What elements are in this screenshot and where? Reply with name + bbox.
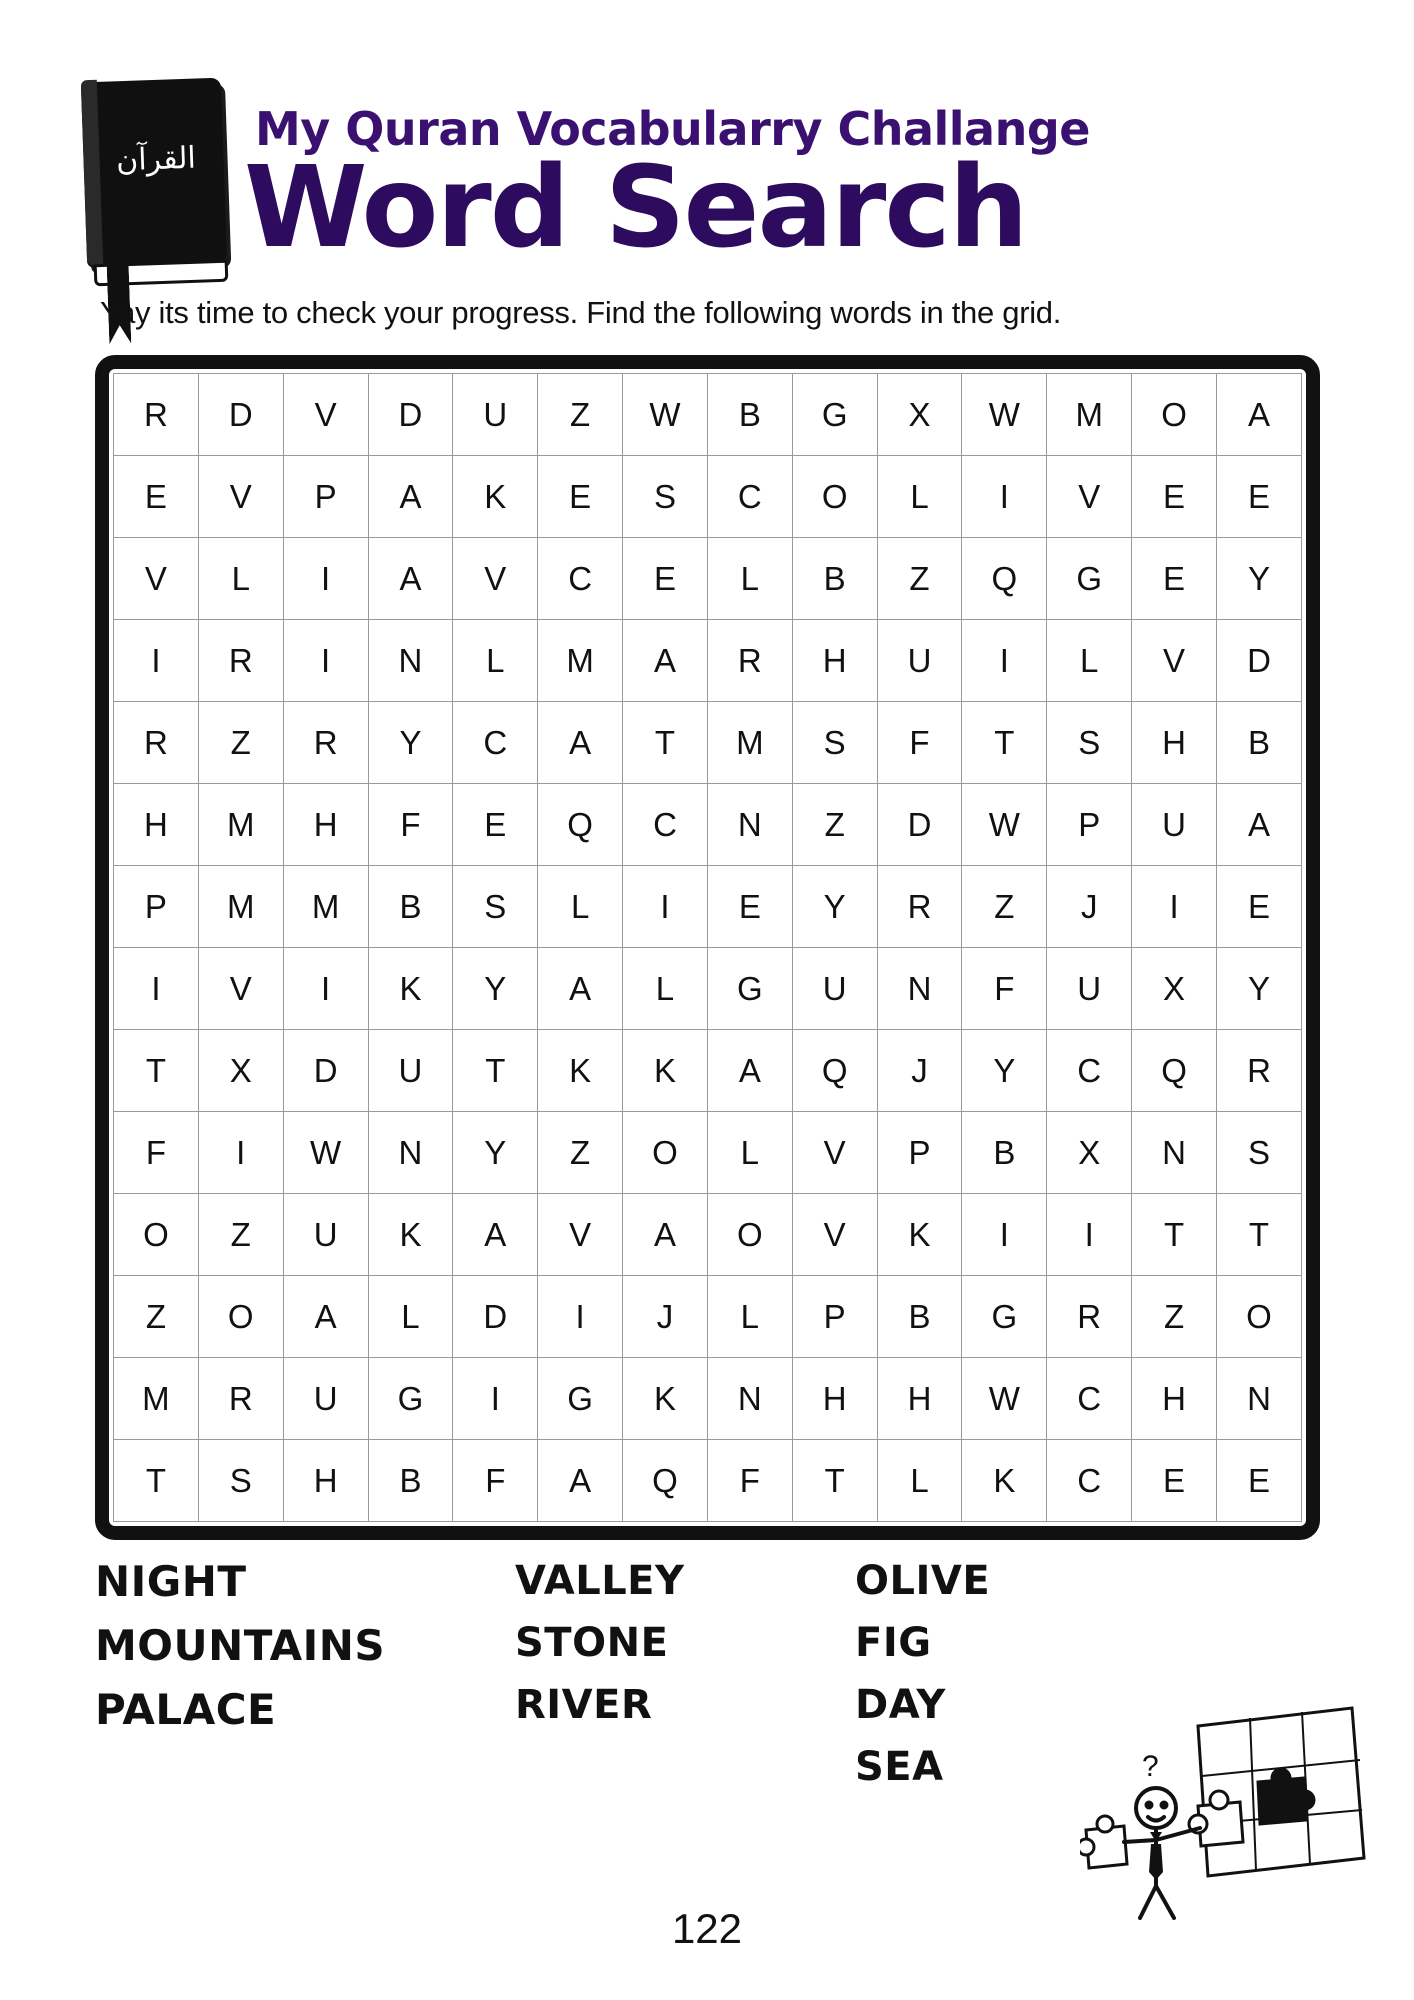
grid-cell[interactable]: I: [114, 948, 199, 1030]
grid-cell[interactable]: S: [792, 702, 877, 784]
grid-cell[interactable]: V: [283, 374, 368, 456]
grid-cell[interactable]: T: [623, 702, 708, 784]
grid-cell[interactable]: Y: [453, 1112, 538, 1194]
grid-cell[interactable]: M: [1047, 374, 1132, 456]
grid-cell[interactable]: B: [368, 1440, 453, 1522]
grid-cell[interactable]: E: [1132, 456, 1217, 538]
grid-cell[interactable]: H: [877, 1358, 962, 1440]
grid-cell[interactable]: N: [707, 784, 792, 866]
grid-cell[interactable]: L: [877, 456, 962, 538]
grid-cell[interactable]: Y: [368, 702, 453, 784]
grid-cell[interactable]: O: [114, 1194, 199, 1276]
grid-cell[interactable]: V: [453, 538, 538, 620]
grid-cell[interactable]: T: [792, 1440, 877, 1522]
grid-cell[interactable]: N: [707, 1358, 792, 1440]
grid-cell[interactable]: M: [198, 866, 283, 948]
grid-cell[interactable]: K: [368, 948, 453, 1030]
grid-cell[interactable]: B: [368, 866, 453, 948]
grid-cell[interactable]: Q: [538, 784, 623, 866]
grid-cell[interactable]: V: [792, 1112, 877, 1194]
grid-cell[interactable]: C: [1047, 1440, 1132, 1522]
page-title: Word Search: [244, 143, 1027, 273]
grid-cell[interactable]: R: [877, 866, 962, 948]
grid-cell[interactable]: A: [538, 702, 623, 784]
word-item[interactable]: STONE: [515, 1620, 669, 1666]
grid-row: [114, 1440, 1302, 1522]
grid-cell[interactable]: Y: [453, 948, 538, 1030]
grid-cell[interactable]: M: [538, 620, 623, 702]
grid-cell[interactable]: T: [1216, 1194, 1301, 1276]
word-item[interactable]: SEA: [855, 1744, 944, 1790]
stick-figure-puzzle-illustration: [1080, 1690, 1370, 1920]
grid-cell[interactable]: E: [453, 784, 538, 866]
grid-cell[interactable]: H: [1132, 1358, 1217, 1440]
grid-cell[interactable]: A: [1216, 374, 1301, 456]
grid-cell[interactable]: C: [707, 456, 792, 538]
word-list-column-1: [95, 1557, 515, 1788]
grid-cell[interactable]: Z: [877, 538, 962, 620]
grid-cell[interactable]: S: [1216, 1112, 1301, 1194]
grid-cell[interactable]: N: [368, 620, 453, 702]
grid-cell[interactable]: G: [962, 1276, 1047, 1358]
grid-cell[interactable]: V: [114, 538, 199, 620]
grid-cell[interactable]: X: [1047, 1112, 1132, 1194]
grid-cell[interactable]: K: [453, 456, 538, 538]
grid-cell[interactable]: H: [283, 1440, 368, 1522]
grid-cell[interactable]: O: [1132, 374, 1217, 456]
grid-cell[interactable]: A: [283, 1276, 368, 1358]
grid-cell[interactable]: U: [368, 1030, 453, 1112]
grid-cell[interactable]: S: [1047, 702, 1132, 784]
grid-cell[interactable]: W: [283, 1112, 368, 1194]
grid-cell[interactable]: R: [114, 374, 199, 456]
book-cover-label: القرآن: [115, 140, 197, 179]
grid-cell[interactable]: X: [198, 1030, 283, 1112]
grid-cell[interactable]: W: [962, 784, 1047, 866]
grid-cell[interactable]: K: [623, 1358, 708, 1440]
word-item[interactable]: FIG: [855, 1620, 932, 1666]
grid-cell[interactable]: G: [368, 1358, 453, 1440]
grid-cell[interactable]: I: [1047, 1194, 1132, 1276]
grid-cell[interactable]: H: [283, 784, 368, 866]
grid-cell[interactable]: I: [962, 1194, 1047, 1276]
grid-cell[interactable]: E: [1132, 1440, 1217, 1522]
grid-cell[interactable]: R: [114, 702, 199, 784]
grid-cell[interactable]: L: [1047, 620, 1132, 702]
grid-cell[interactable]: D: [198, 374, 283, 456]
grid-cell[interactable]: B: [877, 1276, 962, 1358]
grid-cell[interactable]: R: [1047, 1276, 1132, 1358]
grid-cell[interactable]: C: [453, 702, 538, 784]
grid-cell[interactable]: F: [707, 1440, 792, 1522]
grid-cell[interactable]: I: [962, 620, 1047, 702]
grid-cell[interactable]: V: [792, 1194, 877, 1276]
grid-cell[interactable]: L: [623, 948, 708, 1030]
page-number: 122: [671, 1905, 743, 1952]
grid-cell[interactable]: Q: [623, 1440, 708, 1522]
grid-cell[interactable]: V: [198, 456, 283, 538]
grid-cell[interactable]: M: [283, 866, 368, 948]
grid-cell[interactable]: I: [283, 538, 368, 620]
grid-cell[interactable]: A: [1216, 784, 1301, 866]
grid-row: [114, 1358, 1302, 1440]
grid-cell[interactable]: R: [283, 702, 368, 784]
grid-cell[interactable]: L: [707, 1112, 792, 1194]
letter-grid-table: [113, 373, 1302, 1522]
grid-cell[interactable]: J: [623, 1276, 708, 1358]
word-item[interactable]: NIGHT: [95, 1557, 247, 1606]
word-search-grid[interactable]: [95, 355, 1320, 1540]
quran-book-icon: [72, 70, 237, 310]
grid-cell[interactable]: U: [453, 374, 538, 456]
grid-cell[interactable]: L: [707, 1276, 792, 1358]
grid-cell[interactable]: D: [1216, 620, 1301, 702]
grid-cell[interactable]: O: [707, 1194, 792, 1276]
grid-cell[interactable]: Z: [1132, 1276, 1217, 1358]
grid-cell[interactable]: Y: [1216, 948, 1301, 1030]
grid-cell[interactable]: Y: [1216, 538, 1301, 620]
grid-cell[interactable]: X: [877, 374, 962, 456]
grid-cell[interactable]: I: [538, 1276, 623, 1358]
word-list: [95, 1557, 1095, 1790]
grid-cell[interactable]: S: [198, 1440, 283, 1522]
grid-cell[interactable]: L: [877, 1440, 962, 1522]
grid-cell[interactable]: O: [792, 456, 877, 538]
grid-cell[interactable]: P: [877, 1112, 962, 1194]
grid-cell[interactable]: N: [1216, 1358, 1301, 1440]
grid-cell[interactable]: L: [453, 620, 538, 702]
grid-cell[interactable]: A: [623, 620, 708, 702]
grid-cell[interactable]: U: [792, 948, 877, 1030]
grid-cell[interactable]: J: [877, 1030, 962, 1112]
grid-cell[interactable]: R: [198, 620, 283, 702]
grid-cell[interactable]: U: [283, 1358, 368, 1440]
grid-cell[interactable]: I: [962, 456, 1047, 538]
grid-cell[interactable]: J: [1047, 866, 1132, 948]
grid-cell[interactable]: I: [283, 948, 368, 1030]
grid-cell[interactable]: V: [1132, 620, 1217, 702]
grid-cell[interactable]: I: [114, 620, 199, 702]
grid-cell[interactable]: I: [453, 1358, 538, 1440]
grid-cell[interactable]: E: [707, 866, 792, 948]
grid-cell[interactable]: A: [368, 456, 453, 538]
grid-cell[interactable]: T: [1132, 1194, 1217, 1276]
grid-row: [114, 538, 1302, 620]
grid-cell[interactable]: C: [623, 784, 708, 866]
word-item[interactable]: RIVER: [515, 1682, 653, 1728]
grid-cell[interactable]: Z: [538, 1112, 623, 1194]
grid-cell[interactable]: D: [453, 1276, 538, 1358]
grid-cell[interactable]: F: [114, 1112, 199, 1194]
grid-cell[interactable]: F: [453, 1440, 538, 1522]
grid-cell[interactable]: H: [1132, 702, 1217, 784]
grid-cell[interactable]: H: [792, 620, 877, 702]
grid-cell[interactable]: P: [792, 1276, 877, 1358]
grid-cell[interactable]: U: [283, 1194, 368, 1276]
grid-cell[interactable]: C: [1047, 1358, 1132, 1440]
grid-cell[interactable]: Q: [962, 538, 1047, 620]
word-item[interactable]: PALACE: [95, 1685, 277, 1735]
grid-cell[interactable]: L: [707, 538, 792, 620]
grid-cell[interactable]: P: [114, 866, 199, 948]
grid-cell[interactable]: W: [623, 374, 708, 456]
grid-row: [114, 1112, 1302, 1194]
instructions-text: Yay its time to check your progress. Find the following words in the grid.: [100, 295, 1062, 330]
grid-cell[interactable]: M: [707, 702, 792, 784]
grid-cell[interactable]: Z: [962, 866, 1047, 948]
grid-cell[interactable]: E: [1216, 456, 1301, 538]
grid-row: [114, 1030, 1302, 1112]
grid-cell[interactable]: Y: [792, 866, 877, 948]
grid-cell[interactable]: R: [1216, 1030, 1301, 1112]
grid-cell[interactable]: K: [877, 1194, 962, 1276]
header-kicker: My Quran Vocabularry Challange: [255, 102, 1090, 156]
grid-cell[interactable]: P: [1047, 784, 1132, 866]
grid-row: [114, 456, 1302, 538]
grid-cell[interactable]: A: [538, 948, 623, 1030]
grid-cell[interactable]: A: [368, 538, 453, 620]
grid-cell[interactable]: I: [623, 866, 708, 948]
grid-cell[interactable]: I: [1132, 866, 1217, 948]
grid-cell[interactable]: D: [283, 1030, 368, 1112]
grid-cell[interactable]: H: [114, 784, 199, 866]
grid-row: [114, 1194, 1302, 1276]
grid-cell[interactable]: M: [198, 784, 283, 866]
grid-cell[interactable]: B: [1216, 702, 1301, 784]
word-item[interactable]: DAY: [855, 1682, 946, 1728]
grid-cell[interactable]: O: [1216, 1276, 1301, 1358]
word-item[interactable]: VALLEY: [515, 1558, 685, 1604]
grid-cell[interactable]: S: [623, 456, 708, 538]
grid-row: [114, 374, 1302, 456]
word-list-column-3: [855, 1560, 1095, 1788]
grid-cell[interactable]: A: [538, 1440, 623, 1522]
grid-cell[interactable]: B: [792, 538, 877, 620]
grid-cell[interactable]: N: [877, 948, 962, 1030]
word-item[interactable]: MOUNTAINS: [95, 1621, 386, 1671]
grid-cell[interactable]: U: [1047, 948, 1132, 1030]
grid-cell[interactable]: C: [538, 538, 623, 620]
grid-cell[interactable]: E: [623, 538, 708, 620]
grid-cell[interactable]: Z: [198, 702, 283, 784]
grid-cell[interactable]: S: [453, 866, 538, 948]
grid-cell[interactable]: Z: [114, 1276, 199, 1358]
grid-cell[interactable]: D: [877, 784, 962, 866]
grid-cell[interactable]: E: [1216, 866, 1301, 948]
grid-cell[interactable]: H: [792, 1358, 877, 1440]
grid-cell[interactable]: Y: [962, 1030, 1047, 1112]
grid-cell[interactable]: T: [114, 1030, 199, 1112]
grid-cell[interactable]: V: [198, 948, 283, 1030]
grid-cell[interactable]: W: [962, 1358, 1047, 1440]
grid-cell[interactable]: L: [368, 1276, 453, 1358]
grid-cell[interactable]: F: [877, 702, 962, 784]
grid-cell[interactable]: P: [283, 456, 368, 538]
grid-row: [114, 948, 1302, 1030]
grid-cell[interactable]: X: [1132, 948, 1217, 1030]
grid-cell[interactable]: R: [707, 620, 792, 702]
grid-cell[interactable]: A: [623, 1194, 708, 1276]
grid-cell[interactable]: R: [198, 1358, 283, 1440]
grid-cell[interactable]: V: [1047, 456, 1132, 538]
grid-cell[interactable]: Q: [1132, 1030, 1217, 1112]
grid-cell[interactable]: V: [538, 1194, 623, 1276]
grid-row: [114, 1276, 1302, 1358]
grid-cell[interactable]: K: [623, 1030, 708, 1112]
grid-cell[interactable]: W: [962, 374, 1047, 456]
grid-cell[interactable]: L: [198, 538, 283, 620]
grid-cell[interactable]: M: [114, 1358, 199, 1440]
question-mark-glyph: ?: [1142, 1750, 1159, 1783]
grid-cell[interactable]: I: [198, 1112, 283, 1194]
grid-cell[interactable]: O: [198, 1276, 283, 1358]
grid-row: [114, 866, 1302, 948]
grid-cell[interactable]: D: [368, 374, 453, 456]
grid-cell[interactable]: C: [1047, 1030, 1132, 1112]
grid-cell[interactable]: O: [623, 1112, 708, 1194]
grid-cell[interactable]: E: [1216, 1440, 1301, 1522]
grid-cell[interactable]: A: [453, 1194, 538, 1276]
grid-cell[interactable]: G: [538, 1358, 623, 1440]
grid-row: [114, 784, 1302, 866]
grid-cell[interactable]: F: [962, 948, 1047, 1030]
grid-cell[interactable]: E: [1132, 538, 1217, 620]
grid-cell[interactable]: I: [283, 620, 368, 702]
grid-cell[interactable]: B: [707, 374, 792, 456]
grid-cell[interactable]: E: [538, 456, 623, 538]
grid-cell[interactable]: Z: [792, 784, 877, 866]
grid-cell[interactable]: F: [368, 784, 453, 866]
grid-cell[interactable]: G: [707, 948, 792, 1030]
grid-cell[interactable]: N: [1132, 1112, 1217, 1194]
grid-row: [114, 620, 1302, 702]
grid-cell[interactable]: Z: [538, 374, 623, 456]
grid-cell[interactable]: Q: [792, 1030, 877, 1112]
grid-cell[interactable]: G: [1047, 538, 1132, 620]
grid-cell[interactable]: N: [368, 1112, 453, 1194]
grid-cell[interactable]: B: [962, 1112, 1047, 1194]
grid-cell[interactable]: L: [538, 866, 623, 948]
word-list-column-2: [515, 1560, 855, 1788]
grid-cell[interactable]: U: [1132, 784, 1217, 866]
grid-cell[interactable]: K: [962, 1440, 1047, 1522]
grid-cell[interactable]: E: [114, 456, 199, 538]
grid-cell[interactable]: T: [962, 702, 1047, 784]
grid-cell[interactable]: G: [792, 374, 877, 456]
grid-cell[interactable]: U: [877, 620, 962, 702]
grid-cell[interactable]: T: [453, 1030, 538, 1112]
grid-cell[interactable]: Z: [198, 1194, 283, 1276]
grid-cell[interactable]: K: [538, 1030, 623, 1112]
grid-cell[interactable]: K: [368, 1194, 453, 1276]
grid-row: [114, 702, 1302, 784]
puzzle-art-svg: [1080, 1690, 1370, 1920]
grid-cell[interactable]: A: [707, 1030, 792, 1112]
word-item[interactable]: OLIVE: [855, 1558, 991, 1604]
grid-cell[interactable]: T: [114, 1440, 199, 1522]
